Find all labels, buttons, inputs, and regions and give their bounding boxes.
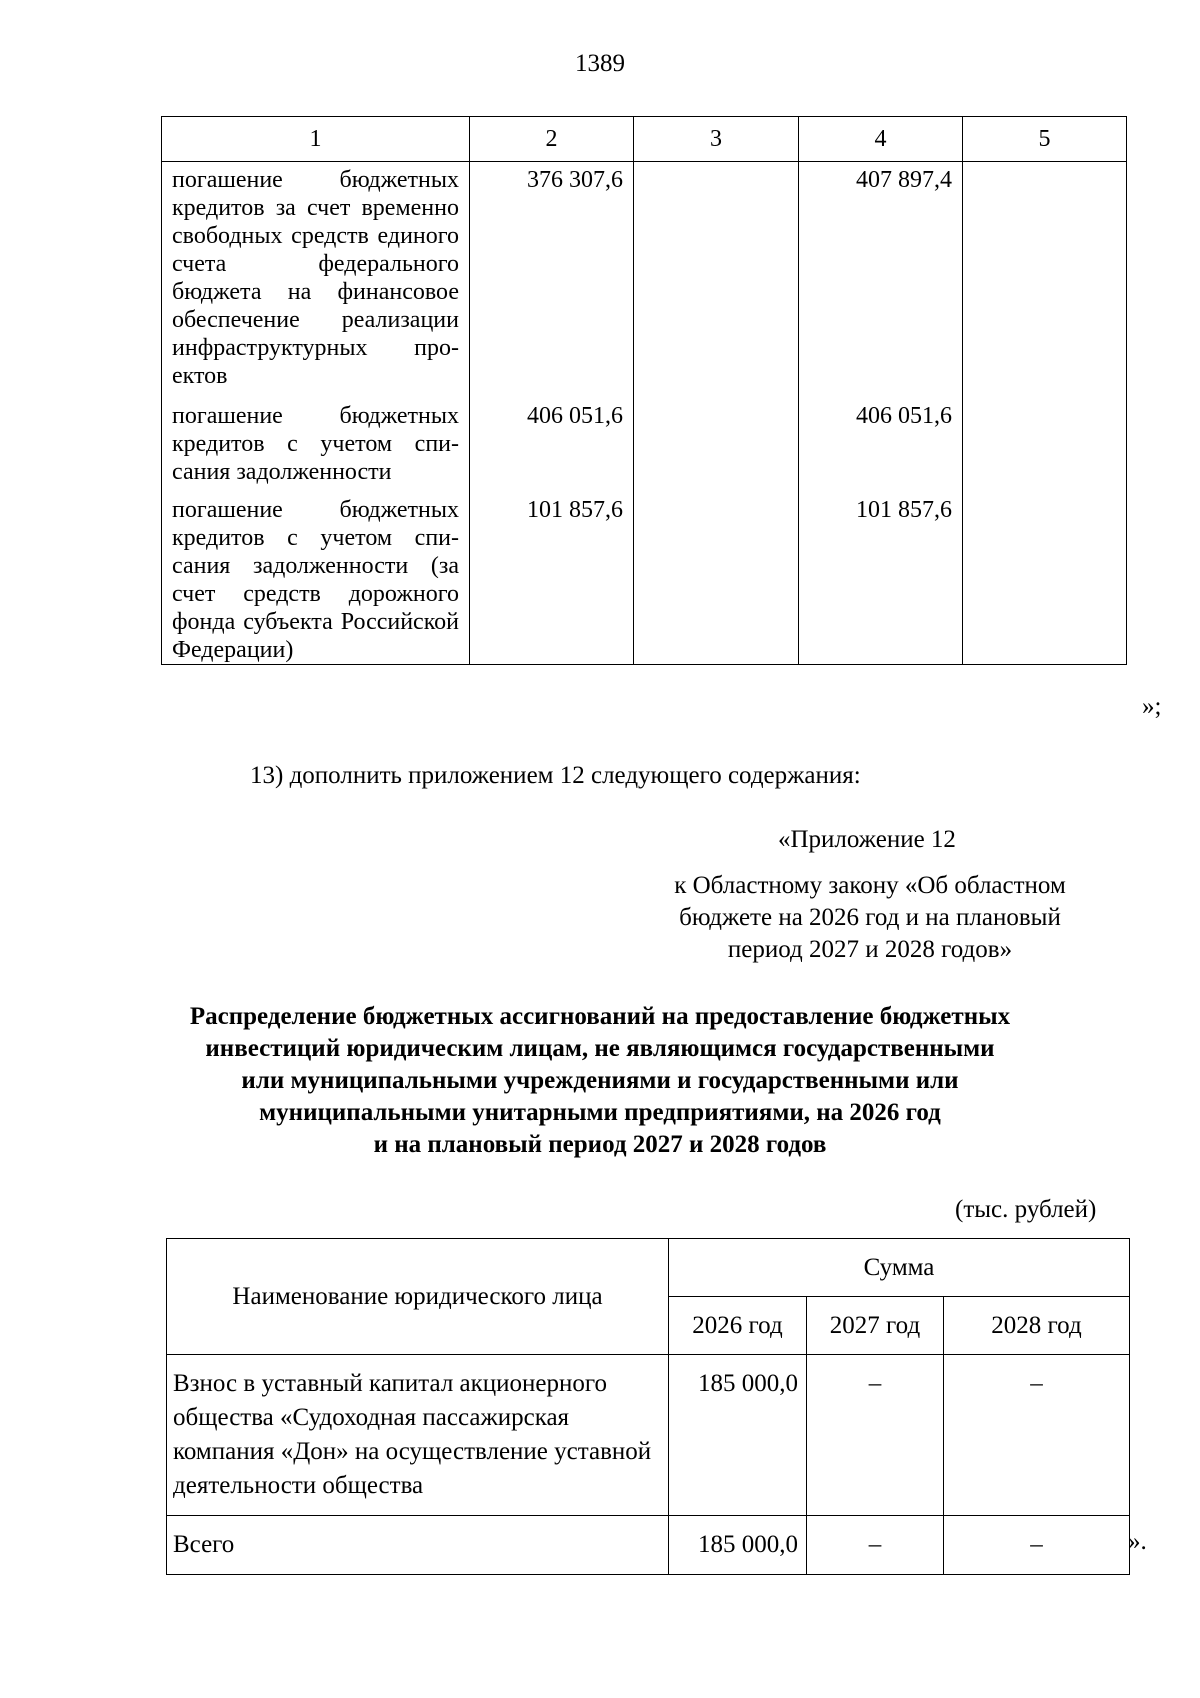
investments-table [166, 1238, 1130, 1575]
table-row [162, 398, 1127, 492]
amount-2026: 185 000,0 [669, 1355, 807, 1516]
heading-line: или муниципальными учреждениями и государственными или [241, 1067, 959, 1094]
total-2028: – [944, 1516, 1130, 1575]
year-header: 2027 год [807, 1297, 944, 1355]
amount-2027: – [807, 1355, 944, 1516]
appendix-reference-line: бюджете на 2026 год и на плановый [679, 904, 1061, 931]
value-col4: 101 857,6 [799, 492, 963, 665]
heading-line: и на плановый период 2027 и 2028 годов [373, 1131, 827, 1158]
name-column-header: Наименование юридического лица [167, 1239, 669, 1355]
value-col3 [634, 398, 799, 492]
units-label: (тыс. рублей) [955, 1196, 1097, 1223]
value-col2: 376 307,6 [470, 162, 634, 399]
row-label: погашение бюджетных кредитов с учетом списания задолженности (за счет средств дорожного фонда субъекта Российской Федерации) [162, 492, 470, 665]
item-13-text: 13) дополнить приложением 12 следующего содержания: [250, 762, 861, 789]
appendix-reference [600, 870, 1140, 966]
sum-column-header: Сумма [669, 1239, 1130, 1297]
column-header: 1 [162, 117, 470, 162]
total-2027: – [807, 1516, 944, 1575]
column-header: 3 [634, 117, 799, 162]
appendix-reference-line: период 2027 и 2028 годов» [727, 936, 1013, 963]
value-col3 [634, 492, 799, 665]
row-label: погашение бюджетных кредитов за счет временно свободных средств единого счета федерального бюджета на финансовое обеспечение реализации инфраструктурных проектов [162, 162, 470, 399]
value-col2: 101 857,6 [470, 492, 634, 665]
closing-quote-mark: »; [1142, 693, 1162, 720]
table-row [162, 162, 1127, 399]
total-2026: 185 000,0 [669, 1516, 807, 1575]
year-header: 2026 год [669, 1297, 807, 1355]
budget-credits-table [161, 116, 1127, 665]
page-number: 1389 [575, 50, 625, 77]
total-label: Всего [167, 1516, 669, 1575]
value-col5 [963, 162, 1127, 399]
total-row [167, 1516, 1130, 1575]
table-header-row [167, 1239, 1130, 1297]
column-header: 2 [470, 117, 634, 162]
value-col5 [963, 492, 1127, 665]
table-row [167, 1355, 1130, 1516]
heading-line: инвестиций юридическим лицам, не являющимся государственными [205, 1035, 995, 1062]
row-label: погашение бюджетных кредитов с учетом списания задолженности [162, 398, 470, 492]
legal-entity-name: Взнос в уставный капитал акционерного общества «Судоходная пассажирская компания «Дон» на осуществление уставной деятельности общества [167, 1355, 669, 1516]
column-header: 5 [963, 117, 1127, 162]
value-col3 [634, 162, 799, 399]
year-header: 2028 год [944, 1297, 1130, 1355]
appendix-reference-line: к Областному закону «Об областном [674, 872, 1066, 899]
value-col4: 407 897,4 [799, 162, 963, 399]
table-row [162, 492, 1127, 665]
value-col4: 406 051,6 [799, 398, 963, 492]
appendix-title: «Приложение 12 [778, 826, 956, 853]
section-heading [100, 1001, 1100, 1161]
heading-line: Распределение бюджетных ассигнований на предоставление бюджетных [189, 1003, 1011, 1030]
heading-line: муниципальными унитарными предприятиями, на 2026 год [259, 1099, 941, 1126]
table-header-row [162, 117, 1127, 162]
value-col2: 406 051,6 [470, 398, 634, 492]
closing-quote-mark: ». [1128, 1528, 1147, 1555]
value-col5 [963, 398, 1127, 492]
column-header: 4 [799, 117, 963, 162]
amount-2028: – [944, 1355, 1130, 1516]
